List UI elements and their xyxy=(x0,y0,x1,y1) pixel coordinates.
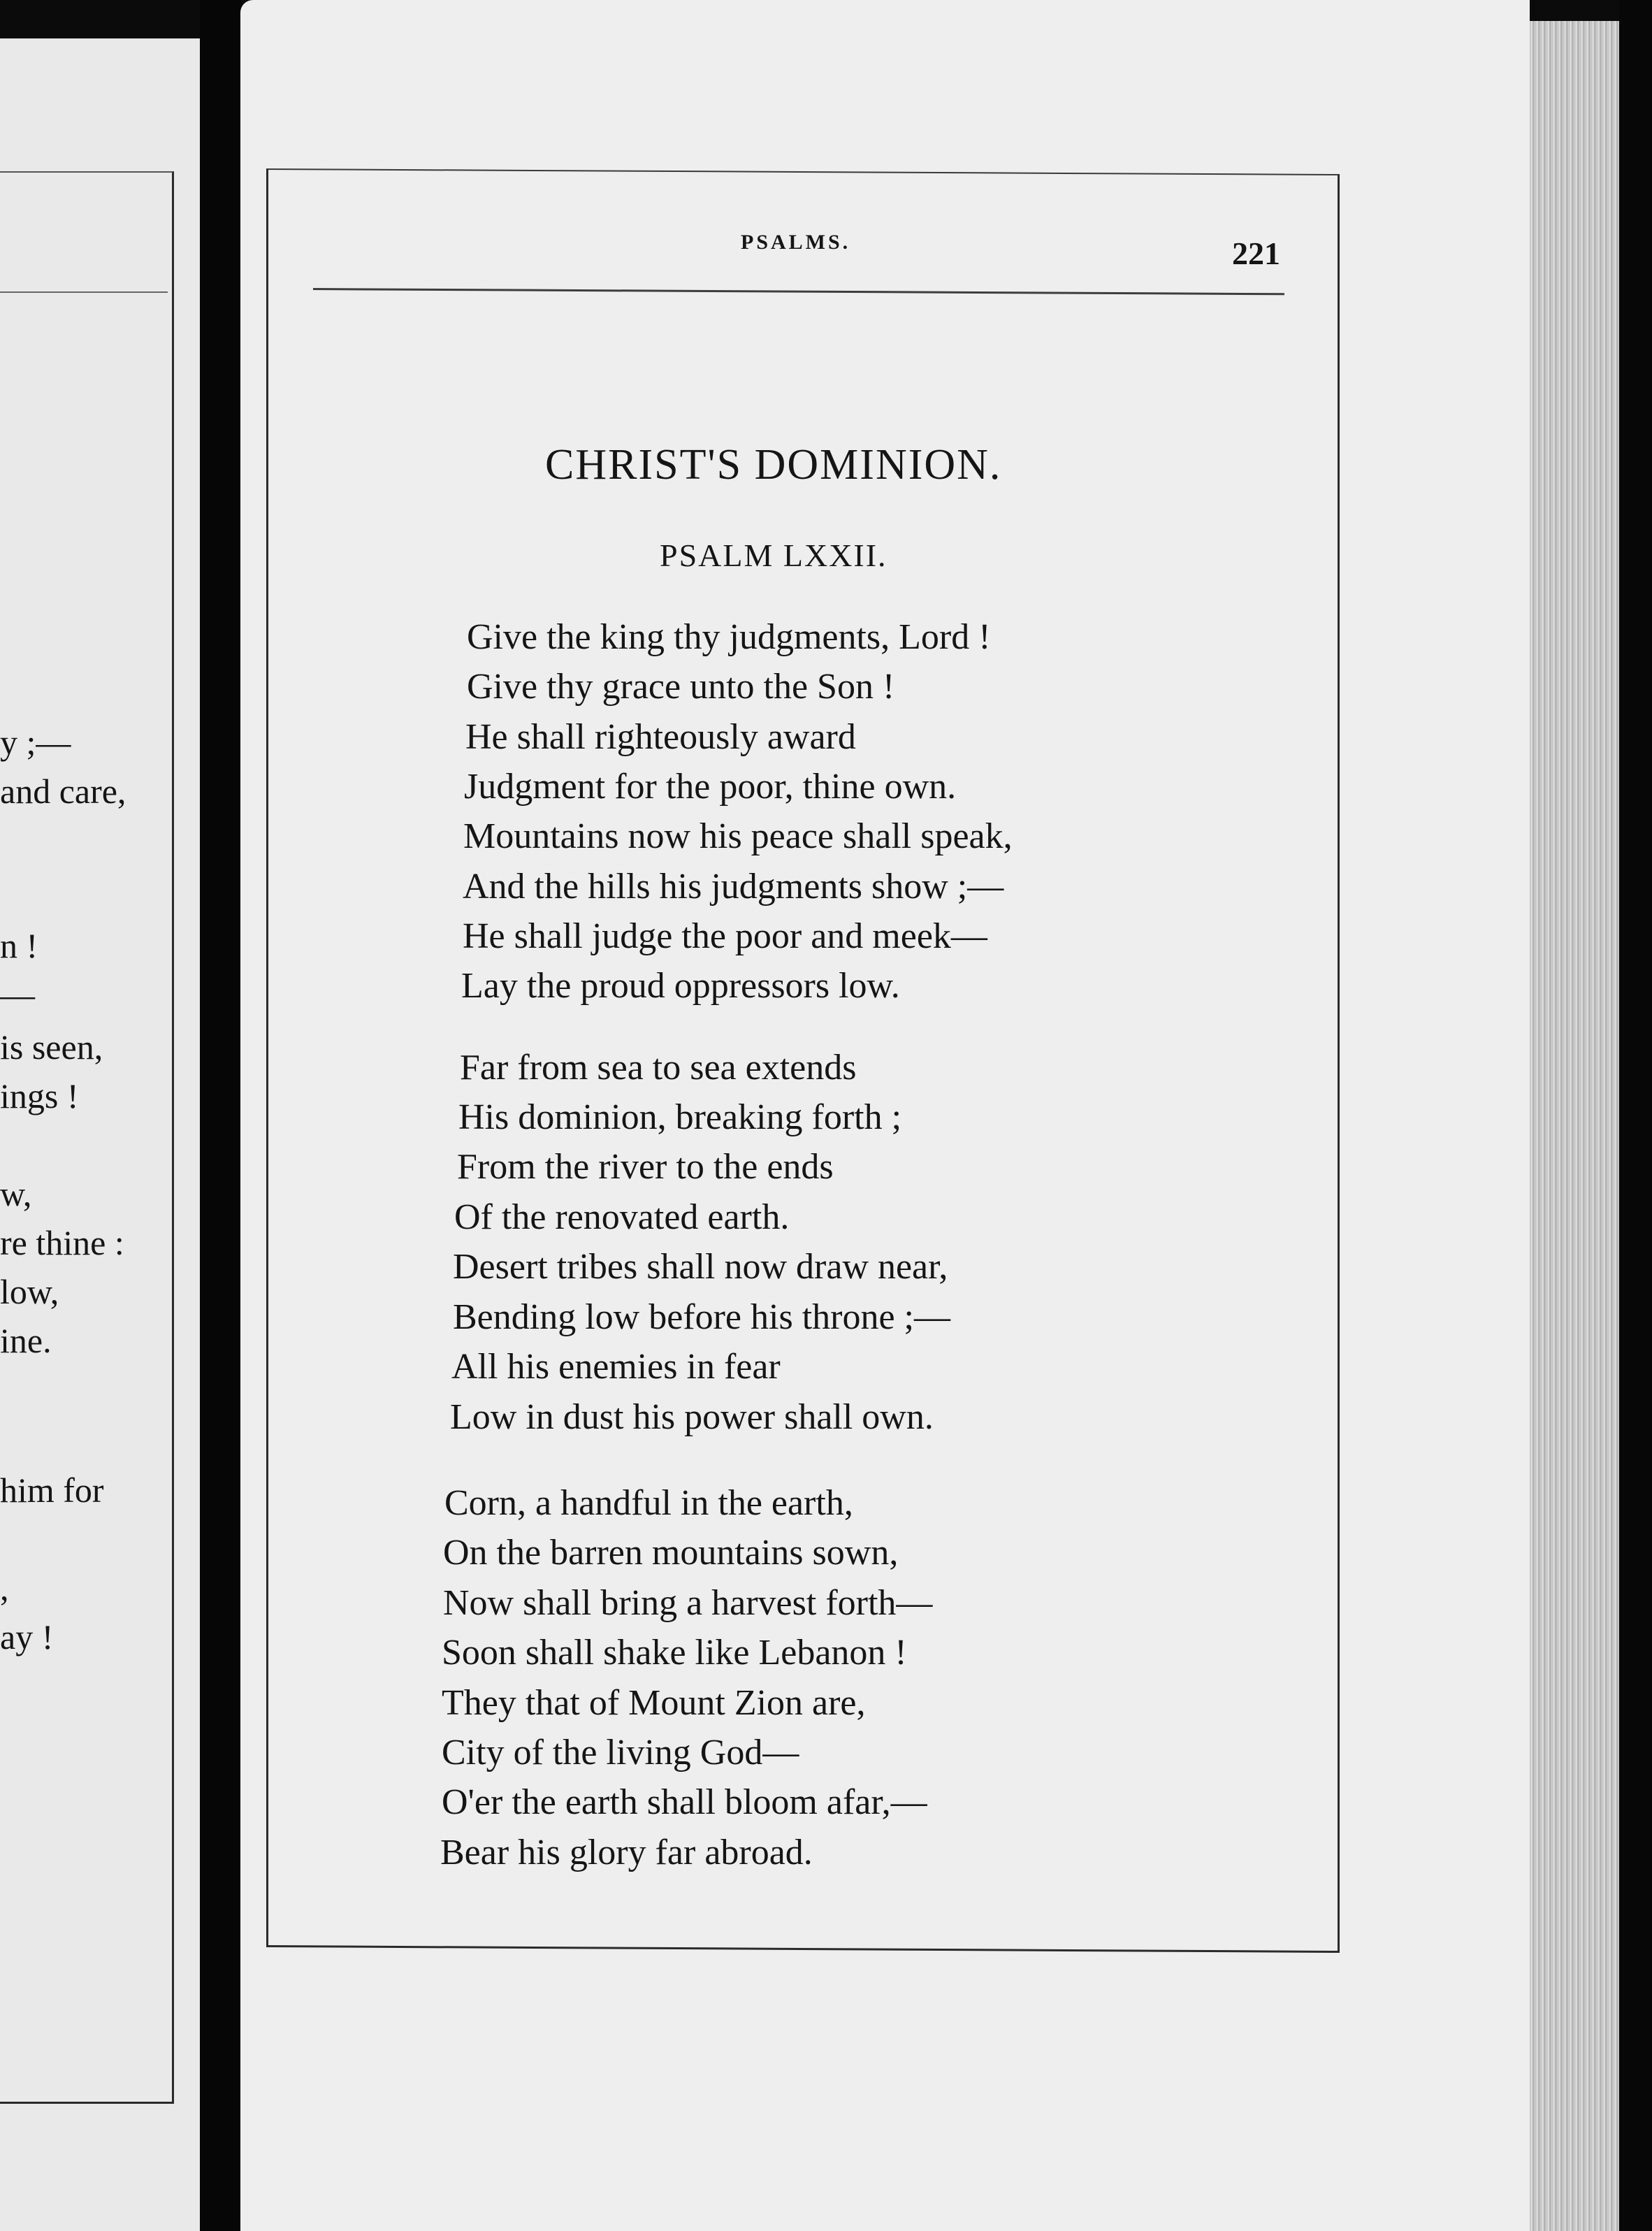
previous-page-header-rule xyxy=(0,291,168,293)
verse-line: Judgment for the poor, thine own. xyxy=(464,767,957,807)
poem-title: CHRIST'S DOMINION. xyxy=(545,441,1002,489)
previous-page-text-line: re thine : xyxy=(0,1223,124,1262)
previous-page xyxy=(0,38,200,2231)
previous-page-text-line: ine. xyxy=(0,1321,52,1360)
verse-line: He shall righteously award xyxy=(465,717,856,757)
verse-line: City of the living God— xyxy=(442,1733,799,1772)
verse-line: O'er the earth shall bloom afar,— xyxy=(442,1782,927,1822)
previous-page-border xyxy=(0,171,174,2104)
verse-line: All his enemies in fear xyxy=(451,1347,781,1387)
previous-page-text-line: w, xyxy=(0,1174,32,1213)
verse-line: Bear his glory far abroad. xyxy=(440,1833,813,1872)
previous-page-text-line: y ;— xyxy=(0,723,71,762)
verse-line: From the river to the ends xyxy=(457,1147,834,1187)
page-edges xyxy=(1530,21,1619,2231)
verse-line: Desert tribes shall now draw near, xyxy=(453,1247,948,1287)
verse-line: Of the renovated earth. xyxy=(454,1197,790,1237)
running-head: PSALMS. xyxy=(741,231,851,254)
previous-page-text-line: — xyxy=(0,975,35,1014)
verse-line: They that of Mount Zion are, xyxy=(442,1683,866,1723)
verse-line: Corn, a handful in the earth, xyxy=(444,1483,853,1523)
previous-page-text-line: , xyxy=(0,1568,9,1608)
verse-line: On the barren mountains sown, xyxy=(443,1533,899,1573)
previous-page-text-line: ings ! xyxy=(0,1076,79,1116)
previous-page-text-line: low, xyxy=(0,1272,59,1311)
previous-page-text-line: him for xyxy=(0,1471,104,1510)
previous-page-text-line: n ! xyxy=(0,926,38,965)
verse-line: Low in dust his power shall own. xyxy=(450,1397,934,1437)
previous-page-text-line: ay ! xyxy=(0,1617,54,1656)
previous-page-text-line: is seen, xyxy=(0,1027,103,1067)
verse-line: Lay the proud oppressors low. xyxy=(461,966,900,1006)
verse-line: He shall judge the poor and meek— xyxy=(463,916,987,956)
page-number: 221 xyxy=(1232,236,1280,271)
verse-line: Bending low before his throne ;— xyxy=(453,1297,950,1337)
psalm-subtitle: PSALM LXXII. xyxy=(660,537,887,573)
previous-page-text-line: and care, xyxy=(0,772,126,811)
verse-line: Far from sea to sea extends xyxy=(460,1048,857,1088)
page-edge-shadow xyxy=(1619,0,1652,2231)
verse-line: And the hills his judgments show ;— xyxy=(463,867,1004,907)
verse-line: Mountains now his peace shall speak, xyxy=(463,816,1013,856)
verse-line: Give thy grace unto the Son ! xyxy=(467,667,895,707)
verse-line: Give the king thy judgments, Lord ! xyxy=(467,617,991,657)
book-gutter xyxy=(200,0,240,2231)
verse-line: His dominion, breaking forth ; xyxy=(458,1097,902,1137)
verse-line: Soon shall shake like Lebanon ! xyxy=(442,1633,907,1673)
verse-line: Now shall bring a harvest forth— xyxy=(443,1583,933,1623)
